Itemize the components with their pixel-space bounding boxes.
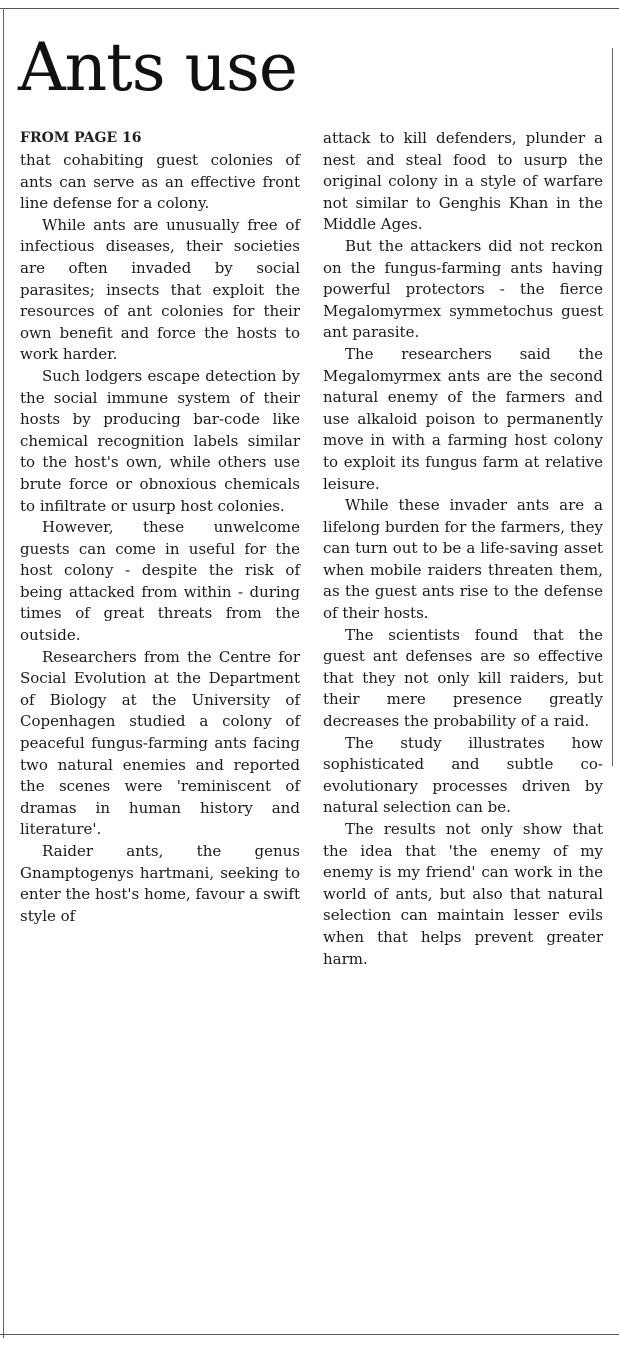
- paragraph: Raider ants, the genus Gnamptogenys hartmani, seeking to enter the host's home, favour a swift style of: [20, 842, 300, 925]
- paragraph: While these invader ants are a lifelong burden for the farmers, they can turn out to be a life-saving asset when mobile raiders threaten them, as the guest ants rise to the defense of their hosts.: [323, 496, 603, 623]
- bottom-rule: [0, 1334, 619, 1335]
- paragraph: But the attackers did not reckon on the fungus-farming ants having powerful protectors - the fierce Megalomyrmex symmetochus guest ant parasite.: [323, 236, 603, 342]
- left-column: [20, 150, 300, 927]
- paragraph: The study illustrates how sophisticated and subtle co-evolutionary processes driven by natural selection can be.: [323, 733, 603, 817]
- left-rule: [3, 8, 4, 1338]
- headline: Ants use: [18, 29, 297, 106]
- paragraph: While ants are unusually free of infectious diseases, their societies are often invaded by social parasites; insects that exploit the resources of ant colonies for their own benefit and force the hosts to work harder.: [20, 215, 300, 364]
- paragraph: Researchers from the Centre for Social Evolution at the Department of Biology at the University of Copenhagen studied a colony of peaceful fungus-farming ants facing two natural enemies and reported the scenes were 'reminiscent of dramas in human history and literature'.: [20, 647, 300, 839]
- paragraph: attack to kill defenders, plunder a nest and steal food to usurp the original colony in a style of warfare not similar to Genghis Khan in the Middle Ages.: [323, 129, 603, 234]
- right-rule: [612, 48, 613, 766]
- paragraph: The results not only show that the idea that 'the enemy of my enemy is my friend' can work in the world of ants, but also that natural selection can maintain lesser evils when that helps prevent greater harm.: [323, 820, 603, 968]
- paragraph: The scientists found that the guest ant defenses are so effective that they not only kill raiders, but their mere presence greatly decreases the probability of a raid.: [323, 625, 603, 731]
- paragraph: However, these unwelcome guests can come in useful for the host colony - despite the risk of being attacked from within - during times of great threats from the outside.: [20, 518, 300, 645]
- paragraph: Such lodgers escape detection by the social immune system of their hosts by producing bar-code like chemical recognition labels similar to the host's own, while others use brute force or obnoxious chemicals to infiltrate or usurp host colonies.: [20, 366, 300, 515]
- paragraph: The researchers said the Megalomyrmex ants are the second natural enemy of the farmers and use alkaloid poison to permanently move in with a farming host colony to exploit its fungus farm at relative leisure.: [323, 344, 603, 493]
- top-rule: [0, 8, 619, 9]
- right-column: [323, 128, 603, 970]
- jump-line: FROM PAGE 16: [20, 130, 142, 146]
- paragraph: that cohabiting guest colonies of ants can serve as an effective front line defense for a colony.: [20, 151, 300, 213]
